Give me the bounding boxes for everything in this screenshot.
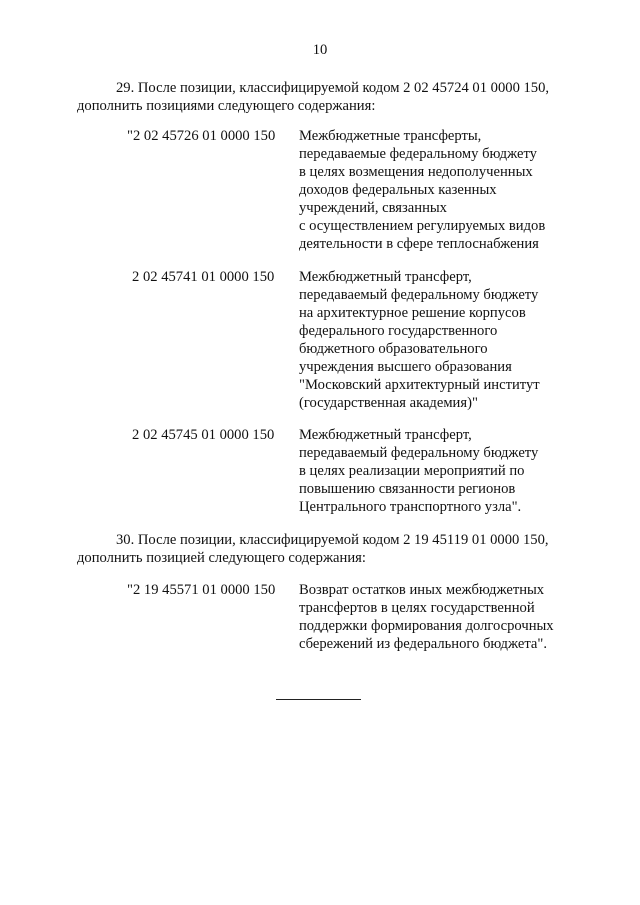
entry-code: "2 19 45571 01 0000 150 — [127, 582, 276, 598]
page-number: 10 — [312, 42, 328, 58]
description-line: бюджетного образовательного — [299, 341, 488, 357]
description-line: на архитектурное решение корпусов — [299, 305, 526, 321]
description-line: учреждений, связанных — [299, 200, 447, 216]
description-line: передаваемые федеральному бюджету — [299, 146, 537, 162]
description-line: учреждения высшего образования — [299, 359, 512, 375]
description-line: Межбюджетный трансферт, — [299, 269, 472, 285]
paragraph-30 — [77, 531, 572, 567]
entry-code: 2 02 45745 01 0000 150 — [132, 427, 275, 443]
description-line: федерального государственного — [299, 323, 498, 339]
description-line: в целях реализации мероприятий по — [299, 463, 525, 479]
description-line: "Московский архитектурный институт — [299, 377, 540, 393]
description-line: с осуществлением регулируемых видов — [299, 218, 546, 234]
description-line: сбережений из федерального бюджета". — [299, 636, 547, 652]
description-line: деятельности в сфере теплоснабжения — [299, 236, 539, 252]
description-line: Центрального транспортного узла". — [299, 499, 522, 515]
entry-code: 2 02 45741 01 0000 150 — [132, 269, 275, 285]
description-line: трансфертов в целях государственной — [299, 600, 535, 616]
entry-description — [299, 581, 579, 653]
description-line: доходов федеральных казенных — [299, 182, 497, 198]
description-line: Возврат остатков иных межбюджетных — [299, 582, 545, 598]
description-line: поддержки формирования долгосрочных — [299, 618, 554, 634]
paragraph-line: дополнить позицией следующего содержания: — [77, 550, 366, 566]
description-line: Межбюджетный трансферт, — [299, 427, 472, 443]
description-line: передаваемый федеральному бюджету — [299, 287, 539, 303]
entry-description — [299, 268, 579, 412]
entry-description — [299, 127, 579, 253]
paragraph-line: дополнить позициями следующего содержания: — [77, 98, 376, 114]
paragraph-line: 30. После позиции, классифицируемой кодом 2 19 45119 01 0000 150, — [116, 532, 549, 548]
description-line: Межбюджетные трансферты, — [299, 128, 482, 144]
entry-code: "2 02 45726 01 0000 150 — [127, 128, 276, 144]
paragraph-29 — [77, 79, 572, 115]
description-line: передаваемый федеральному бюджету — [299, 445, 539, 461]
description-line: (государственная академия)" — [299, 395, 478, 411]
description-line: в целях возмещения недополученных — [299, 164, 533, 180]
paragraph-line: 29. После позиции, классифицируемой кодом 2 02 45724 01 0000 150, — [116, 80, 550, 96]
description-line: повышению связанности регионов — [299, 481, 516, 497]
entry-description — [299, 426, 579, 516]
closing-rule — [276, 699, 361, 700]
